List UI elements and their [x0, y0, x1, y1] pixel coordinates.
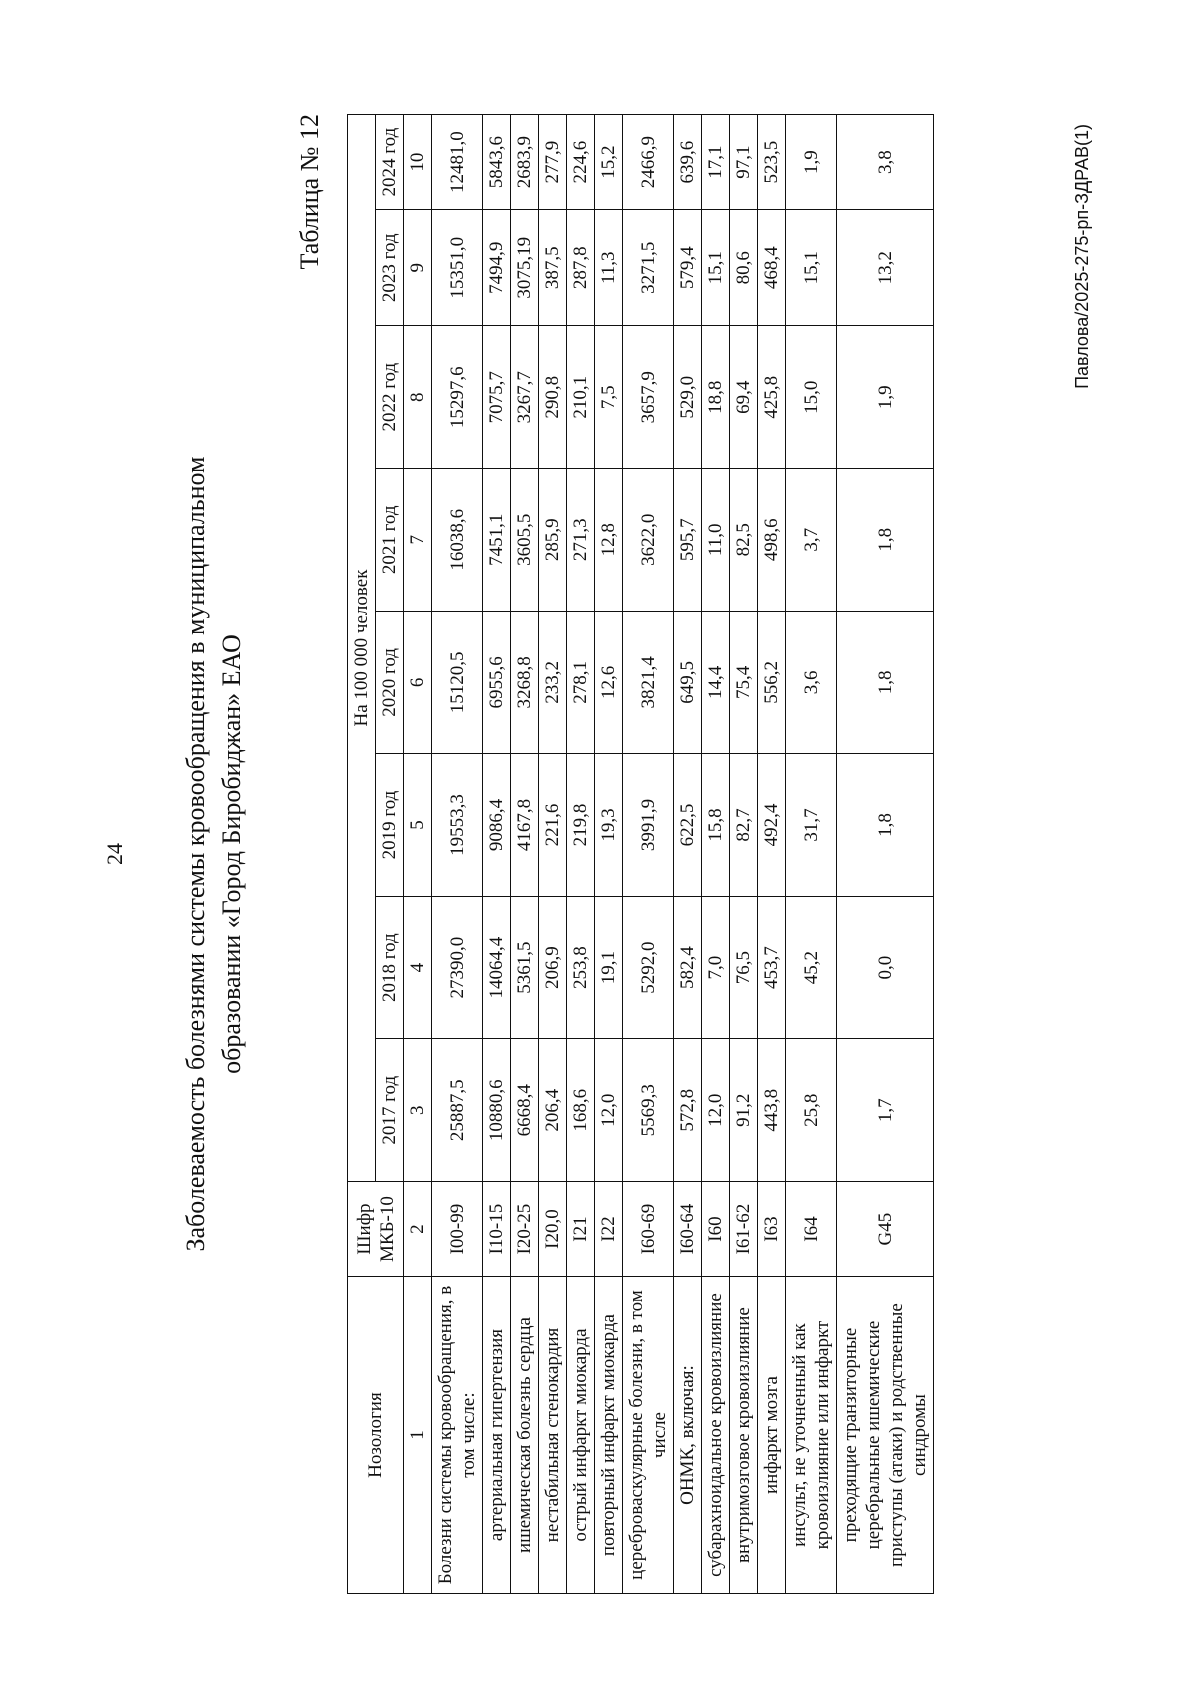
value-cell: 5569,3: [623, 1039, 674, 1182]
value-cell: 7075,7: [483, 326, 511, 469]
value-cell: 3,8: [837, 115, 934, 210]
value-cell: 16038,6: [432, 468, 483, 611]
nosology-cell: инсульт, не уточненный как кровоизлияние или инфаркт: [786, 1277, 837, 1594]
header-icd-code: Шифр МКБ-10: [348, 1182, 404, 1277]
table-label: Таблица № 12: [295, 114, 324, 270]
header-year: 2017 год: [376, 1039, 404, 1182]
document-page: [60, 74, 1140, 1634]
value-cell: 639,6: [674, 115, 702, 210]
nosology-cell: острый инфаркт миокарда: [567, 1277, 595, 1594]
value-cell: 7,5: [595, 326, 623, 469]
value-cell: 69,4: [730, 326, 758, 469]
value-cell: 0,0: [837, 896, 934, 1039]
value-cell: 579,4: [674, 210, 702, 326]
table-body: [432, 115, 934, 1594]
value-cell: 25,8: [786, 1039, 837, 1182]
value-cell: 387,5: [539, 210, 567, 326]
document-title: [178, 214, 250, 1494]
value-cell: 468,4: [758, 210, 786, 326]
value-cell: 1,8: [837, 468, 934, 611]
icd-code-cell: I20-25: [511, 1182, 539, 1277]
value-cell: 5843,6: [483, 115, 511, 210]
value-cell: 10880,6: [483, 1039, 511, 1182]
value-cell: 18,8: [702, 326, 730, 469]
value-cell: 278,1: [567, 611, 595, 754]
icd-code-cell: I60: [702, 1182, 730, 1277]
icd-code-cell: I10-15: [483, 1182, 511, 1277]
value-cell: 425,8: [758, 326, 786, 469]
value-cell: 206,9: [539, 896, 567, 1039]
value-cell: 582,4: [674, 896, 702, 1039]
table-row: [511, 115, 539, 1594]
column-number: 1: [404, 1277, 432, 1594]
value-cell: 3268,8: [511, 611, 539, 754]
value-cell: 277,9: [539, 115, 567, 210]
nosology-cell: субарахноидальное кровоизлияние: [702, 1277, 730, 1594]
column-number: 3: [404, 1039, 432, 1182]
value-cell: 19553,3: [432, 754, 483, 897]
header-year: 2019 год: [376, 754, 404, 897]
column-number: 9: [404, 210, 432, 326]
header-year: 2022 год: [376, 326, 404, 469]
table-row: [483, 115, 511, 1594]
value-cell: 15,0: [786, 326, 837, 469]
value-cell: 1,9: [837, 326, 934, 469]
value-cell: 3267,7: [511, 326, 539, 469]
value-cell: 210,1: [567, 326, 595, 469]
value-cell: 3991,9: [623, 754, 674, 897]
value-cell: 15351,0: [432, 210, 483, 326]
value-cell: 14,4: [702, 611, 730, 754]
value-cell: 12,8: [595, 468, 623, 611]
column-number: 6: [404, 611, 432, 754]
nosology-cell: внутримозговое кровоизлияние: [730, 1277, 758, 1594]
nosology-cell: цереброваскулярные болезни, в том числе: [623, 1277, 674, 1594]
table-row: [702, 115, 730, 1594]
value-cell: 14064,4: [483, 896, 511, 1039]
header-per-100000: На 100 000 человек: [348, 115, 376, 1182]
value-cell: 15,1: [702, 210, 730, 326]
value-cell: 15297,6: [432, 326, 483, 469]
value-cell: 253,8: [567, 896, 595, 1039]
icd-code-cell: I64: [786, 1182, 837, 1277]
icd-code-cell: G45: [837, 1182, 934, 1277]
value-cell: 271,3: [567, 468, 595, 611]
value-cell: 443,8: [758, 1039, 786, 1182]
value-cell: 649,5: [674, 611, 702, 754]
value-cell: 529,0: [674, 326, 702, 469]
value-cell: 15,1: [786, 210, 837, 326]
header-year: 2020 год: [376, 611, 404, 754]
header-year: 2024 год: [376, 115, 404, 210]
value-cell: 13,2: [837, 210, 934, 326]
nosology-cell: Болезни системы кровообращения, в том числе:: [432, 1277, 483, 1594]
value-cell: 19,3: [595, 754, 623, 897]
page-number: 24: [102, 843, 127, 865]
nosology-cell: артериальная гипертензия: [483, 1277, 511, 1594]
value-cell: 19,1: [595, 896, 623, 1039]
value-cell: 595,7: [674, 468, 702, 611]
table-row: [595, 115, 623, 1594]
value-cell: 3657,9: [623, 326, 674, 469]
value-cell: 7451,1: [483, 468, 511, 611]
value-cell: 82,5: [730, 468, 758, 611]
value-cell: 7494,9: [483, 210, 511, 326]
value-cell: 91,2: [730, 1039, 758, 1182]
value-cell: 82,7: [730, 754, 758, 897]
nosology-cell: повторный инфаркт миокарда: [595, 1277, 623, 1594]
value-cell: 1,7: [837, 1039, 934, 1182]
value-cell: 75,4: [730, 611, 758, 754]
table-row: [837, 115, 934, 1594]
value-cell: 27390,0: [432, 896, 483, 1039]
title-line-2: образовании «Город Биробиджан» ЕАО: [217, 634, 246, 1074]
nosology-cell: нестабильная стенокардия: [539, 1277, 567, 1594]
icd-code-cell: I00-99: [432, 1182, 483, 1277]
value-cell: 1,8: [837, 611, 934, 754]
value-cell: 3,7: [786, 468, 837, 611]
icd-code-cell: I63: [758, 1182, 786, 1277]
value-cell: 498,6: [758, 468, 786, 611]
header-year: 2021 год: [376, 468, 404, 611]
icd-code-cell: I20,0: [539, 1182, 567, 1277]
value-cell: 1,8: [837, 754, 934, 897]
value-cell: 556,2: [758, 611, 786, 754]
value-cell: 3,6: [786, 611, 837, 754]
value-cell: 80,6: [730, 210, 758, 326]
title-line-1: Заболеваемость болезнями системы кровообращения в муниципальном: [181, 456, 210, 1252]
table-row: [786, 115, 837, 1594]
nosology-cell: ОНМК, включая:: [674, 1277, 702, 1594]
icd-code-cell: I60-64: [674, 1182, 702, 1277]
column-number: 7: [404, 468, 432, 611]
value-cell: 7,0: [702, 896, 730, 1039]
value-cell: 492,4: [758, 754, 786, 897]
value-cell: 1,9: [786, 115, 837, 210]
column-number: 5: [404, 754, 432, 897]
column-number: 4: [404, 896, 432, 1039]
value-cell: 290,8: [539, 326, 567, 469]
icd-code-cell: I61-62: [730, 1182, 758, 1277]
value-cell: 622,5: [674, 754, 702, 897]
value-cell: 6955,6: [483, 611, 511, 754]
value-cell: 219,8: [567, 754, 595, 897]
nosology-cell: преходящие транзиторные церебральные ишемические приступы (атаки) и родственные синдромы: [837, 1277, 934, 1594]
nosology-cell: ишемическая болезнь сердца: [511, 1277, 539, 1594]
column-number: 10: [404, 115, 432, 210]
value-cell: 15120,5: [432, 611, 483, 754]
value-cell: 3075,19: [511, 210, 539, 326]
value-cell: 15,8: [702, 754, 730, 897]
value-cell: 4167,8: [511, 754, 539, 897]
value-cell: 3821,4: [623, 611, 674, 754]
value-cell: 45,2: [786, 896, 837, 1039]
header-year: 2023 год: [376, 210, 404, 326]
value-cell: 285,9: [539, 468, 567, 611]
icd-code-cell: I60-69: [623, 1182, 674, 1277]
table-row: [539, 115, 567, 1594]
value-cell: 15,2: [595, 115, 623, 210]
value-cell: 287,8: [567, 210, 595, 326]
table-row: [432, 115, 483, 1594]
value-cell: 2683,9: [511, 115, 539, 210]
value-cell: 11,0: [702, 468, 730, 611]
value-cell: 206,4: [539, 1039, 567, 1182]
value-cell: 31,7: [786, 754, 837, 897]
value-cell: 11,3: [595, 210, 623, 326]
table-row: [567, 115, 595, 1594]
header-nosology: Нозология: [348, 1277, 404, 1594]
value-cell: 76,5: [730, 896, 758, 1039]
value-cell: 12,6: [595, 611, 623, 754]
table-row: [758, 115, 786, 1594]
value-cell: 3622,0: [623, 468, 674, 611]
value-cell: 9086,4: [483, 754, 511, 897]
column-number: 2: [404, 1182, 432, 1277]
nosology-cell: инфаркт мозга: [758, 1277, 786, 1594]
value-cell: 523,5: [758, 115, 786, 210]
value-cell: 12481,0: [432, 115, 483, 210]
column-number: 8: [404, 326, 432, 469]
table-row: [623, 115, 674, 1594]
value-cell: 97,1: [730, 115, 758, 210]
icd-code-cell: I22: [595, 1182, 623, 1277]
value-cell: 2466,9: [623, 115, 674, 210]
header-year: 2018 год: [376, 896, 404, 1039]
value-cell: 224,6: [567, 115, 595, 210]
value-cell: 168,6: [567, 1039, 595, 1182]
value-cell: 5292,0: [623, 896, 674, 1039]
table-row: [730, 115, 758, 1594]
value-cell: 12,0: [595, 1039, 623, 1182]
value-cell: 3271,5: [623, 210, 674, 326]
value-cell: 233,2: [539, 611, 567, 754]
value-cell: 5361,5: [511, 896, 539, 1039]
document-code: Павлова/2025-275-рп-ЗДРАВ(1): [1072, 124, 1092, 389]
morbidity-table: [347, 114, 934, 1594]
value-cell: 572,8: [674, 1039, 702, 1182]
value-cell: 6668,4: [511, 1039, 539, 1182]
value-cell: 25887,5: [432, 1039, 483, 1182]
table-row: [674, 115, 702, 1594]
value-cell: 221,6: [539, 754, 567, 897]
value-cell: 17,1: [702, 115, 730, 210]
value-cell: 12,0: [702, 1039, 730, 1182]
value-cell: 3605,5: [511, 468, 539, 611]
value-cell: 453,7: [758, 896, 786, 1039]
icd-code-cell: I21: [567, 1182, 595, 1277]
